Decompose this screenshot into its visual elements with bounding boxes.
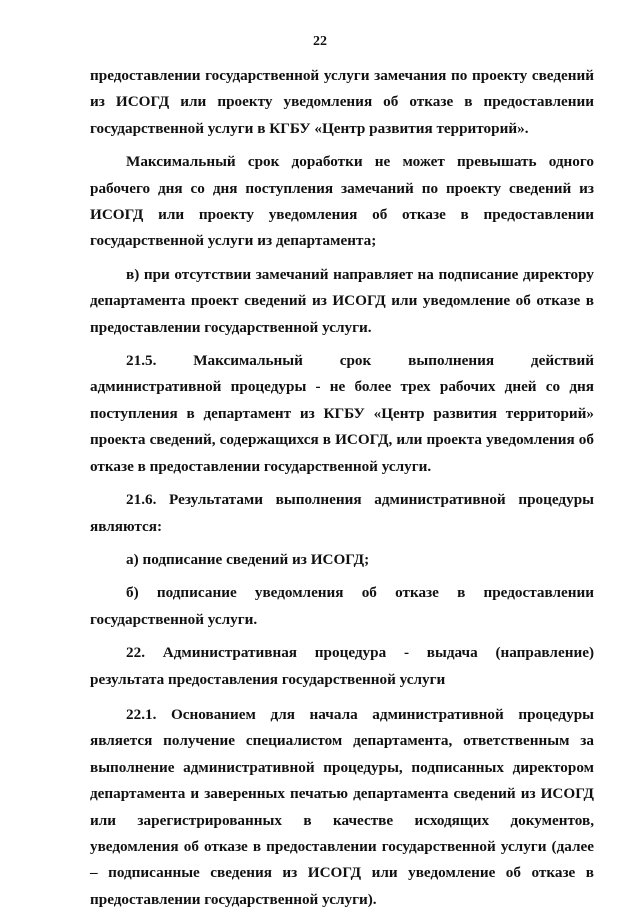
paragraph-7: б) подписание уведомления об отказе в предоставлении государственной услуги.	[90, 584, 594, 628]
paragraph-8: 22. Административная процедура - выдача (направление) результата предоставления государственной услуги	[90, 644, 594, 688]
document-body	[90, 63, 594, 913]
paragraph-5: 21.6. Результатами выполнения административной процедуры являются:	[90, 491, 594, 535]
paragraph-9: 22.1. Основанием для начала административной процедуры является получение специалистом департамента, ответственным за выполнение административной процедуры, подписанных директором департамента и заверенных печатью департамента сведений из ИСОГД или зарегистрированных в качестве исходящих документов, уведомления об отказе в предоставлении государственной услуги (далее – подписанные сведения из ИСОГД или уведомление об отказе в предоставлении государственной услуги).	[90, 705, 594, 908]
paragraph-4: 21.5. Максимальный срок выполнения действий административной процедуры - не более трех рабочих дней со дня поступления в департамент из КГБУ «Центр развития территорий» проекта сведений, содержащихся в ИСОГД, или проекта уведомления об отказе в предоставлении государственной услуги.	[90, 352, 594, 475]
paragraph-1: предоставлении государственной услуги замечания по проекту сведений из ИСОГД или проекту уведомления об отказе в предоставлении государственной услуги в КГБУ «Центр развития территорий».	[90, 67, 594, 137]
paragraph-2: Максимальный срок доработки не может превышать одного рабочего дня со дня поступления замечаний по проекту сведений из ИСОГД или проекту уведомления об отказе в предоставлении государственной услуги из департамента;	[90, 153, 594, 250]
paragraph-3: в) при отсутствии замечаний направляет на подписание директору департамента проект сведений из ИСОГД или уведомление об отказе в предоставлении государственной услуги.	[90, 265, 594, 336]
page-number: 22	[313, 34, 327, 49]
paragraph-6: а) подписание сведений из ИСОГД;	[126, 550, 370, 568]
